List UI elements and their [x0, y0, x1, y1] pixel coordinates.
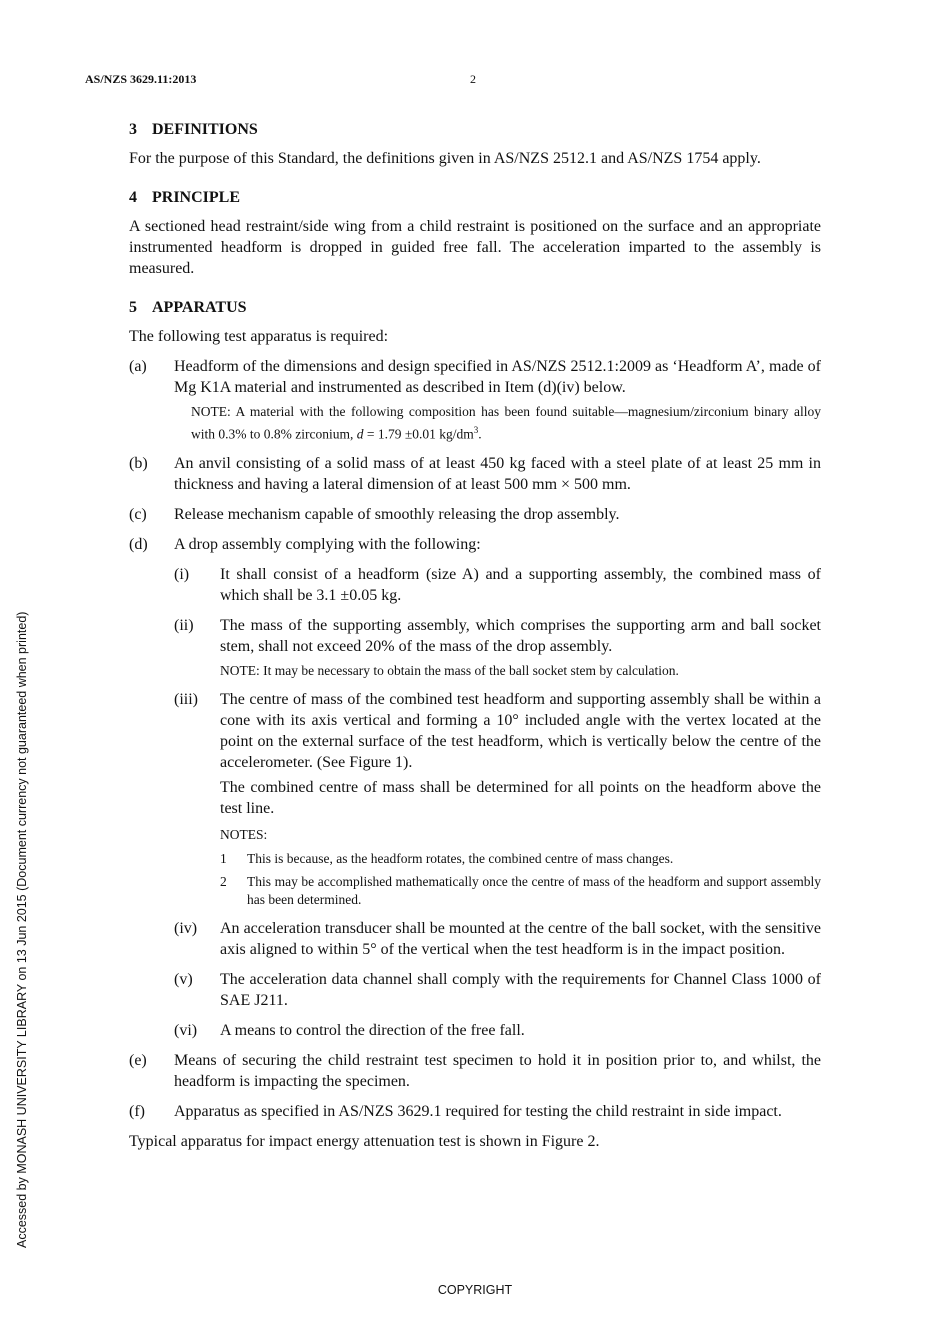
- list-item: [129, 1050, 821, 1092]
- item-text: An anvil consisting of a solid mass of at least 450 kg faced with a steel plate of at least 25 mm in thickness and having a lateral dimension of at least 500 mm × 500 mm.: [174, 454, 821, 493]
- list-item: [129, 453, 821, 495]
- access-watermark: Accessed by MONASH UNIVERSITY LIBRARY on 13 Jun 2015 (Document currency not guaranteed when printed): [15, 611, 29, 1248]
- sub-list-item: [174, 1020, 821, 1041]
- item-label: (v): [174, 970, 193, 988]
- notes-title: NOTES:: [220, 826, 268, 842]
- item-text: Means of securing the child restraint test specimen to hold it in position prior to, and whilst, the headform is impacting the specimen.: [174, 1051, 821, 1090]
- item-text: The mass of the supporting assembly, which comprises the supporting arm and ball socket stem, shall not exceed 20% of the mass of the drop assembly.: [220, 616, 821, 655]
- note-number: 2: [220, 873, 227, 889]
- item-text: The acceleration data channel shall comply with the requirements for Channel Class 1000 of SAE J211.: [220, 970, 821, 1009]
- sub-list-item: [174, 969, 821, 1011]
- section-heading-definitions: [129, 119, 821, 140]
- sub-list-item: [174, 564, 821, 606]
- item-text: A drop assembly complying with the following:: [174, 535, 481, 553]
- note-end: .: [478, 426, 482, 442]
- section-number: 4: [129, 189, 137, 206]
- section-number: 5: [129, 299, 137, 316]
- list-item: [129, 534, 821, 555]
- standard-number: AS/NZS 3629.11:2013: [85, 72, 197, 86]
- item-text: Headform of the dimensions and design specified in AS/NZS 2512.1:2009 as ‘Headform A’, made of Mg K1A material and instrumented as described in Item (d)(iv) below.: [174, 358, 821, 396]
- list-item: [129, 504, 821, 525]
- density-symbol: d: [356, 426, 364, 442]
- apparatus-intro: The following test apparatus is required:: [129, 328, 389, 345]
- numbered-note: [220, 873, 821, 909]
- item-label: (d): [129, 535, 148, 553]
- item-label: (ii): [174, 616, 194, 634]
- item-label: (iv): [174, 919, 198, 937]
- section-title: APPARATUS: [152, 299, 247, 316]
- item-text: An acceleration transducer shall be mounted at the centre of the ball socket, with the sensitive axis aligned to within 5° of the vertical when the test headform is in the impact position.: [220, 919, 821, 958]
- item-text: It shall consist of a headform (size A) and a supporting assembly, the combined mass of which shall be 3.1 ±0.05 kg.: [220, 565, 821, 604]
- section-number: 3: [129, 121, 137, 138]
- list-item: [129, 356, 821, 444]
- item-text: Apparatus as specified in AS/NZS 3629.1 required for testing the child restraint in side impact.: [174, 1102, 782, 1120]
- list-item: [129, 1101, 821, 1122]
- item-text: The centre of mass of the combined test headform and supporting assembly shall be within a cone with its axis vertical and forming a 10° included angle with the vertex located at the point on the external surface of the test headform, which is vertically below the centre of the accelerometer. (See Figure 1).: [220, 690, 821, 771]
- page-number: 2: [470, 72, 476, 86]
- item-label: (a): [129, 358, 147, 375]
- item-label: (iii): [174, 690, 198, 708]
- item-label: (i): [174, 565, 190, 583]
- closing-text: Typical apparatus for impact energy attenuation test is shown in Figure 2.: [129, 1132, 600, 1150]
- definitions-text: For the purpose of this Standard, the definitions given in AS/NZS 2512.1 and AS/NZS 1754 apply.: [129, 150, 761, 167]
- item-paragraph: The combined centre of mass shall be determined for all points on the headform above the test line.: [220, 778, 821, 817]
- note-number: 1: [220, 850, 227, 866]
- density-value: = 1.79 ±0.01 kg/dm: [366, 426, 474, 442]
- document-body: [129, 119, 821, 1152]
- section-title: DEFINITIONS: [152, 121, 258, 138]
- copyright-footer: COPYRIGHT: [437, 1283, 513, 1297]
- item-label: (b): [129, 454, 148, 472]
- note: NOTE: It may be necessary to obtain the mass of the ball socket stem by calculation.: [220, 662, 679, 678]
- item-label: (vi): [174, 1021, 198, 1039]
- sub-list-item: [174, 615, 821, 680]
- item-label: (e): [129, 1051, 147, 1069]
- note-text: This is because, as the headform rotates, the combined centre of mass changes.: [247, 850, 674, 866]
- sub-list-item: [174, 689, 821, 909]
- item-text: Release mechanism capable of smoothly releasing the drop assembly.: [174, 505, 620, 523]
- item-label: (c): [129, 505, 147, 523]
- section-heading-principle: [129, 187, 821, 208]
- item-text: A means to control the direction of the free fall.: [220, 1021, 525, 1039]
- section-heading-apparatus: [129, 297, 821, 318]
- item-label: (f): [129, 1102, 145, 1120]
- note-text: A material with the following composition has been found suitable—magnesium/zirconium binary alloy with 0.3% to 0.8% zirconium,: [191, 404, 821, 442]
- note-prefix: NOTE:: [191, 404, 231, 419]
- principle-text: A sectioned head restraint/side wing from a child restraint is positioned on the surface and an appropriate instrumented headform is dropped in guided free fall. The acceleration imparted to the assembly is measured.: [129, 218, 821, 277]
- sub-list-item: [174, 918, 821, 960]
- numbered-note: [220, 850, 821, 868]
- exponent: 3: [473, 425, 479, 435]
- section-title: PRINCIPLE: [152, 189, 241, 206]
- note-text: This may be accomplished mathematically once the centre of mass of the headform and support assembly has been determined.: [247, 873, 821, 907]
- note: [191, 403, 821, 444]
